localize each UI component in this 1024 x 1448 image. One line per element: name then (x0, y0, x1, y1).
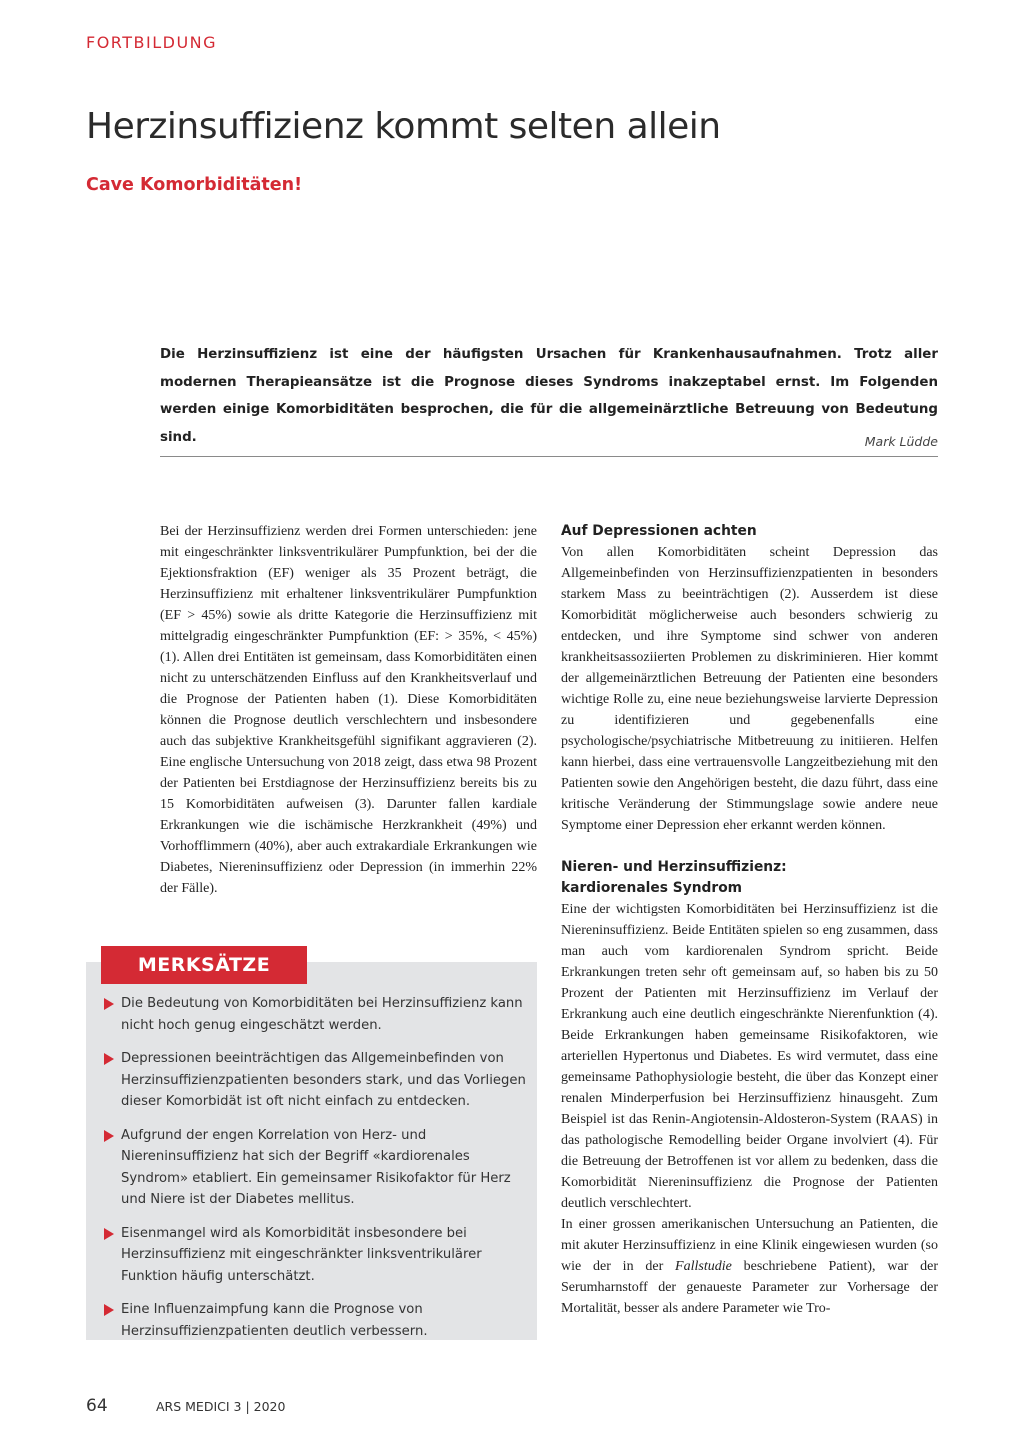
page-number: 64 (86, 1396, 108, 1416)
author-name: Mark Lüdde (864, 434, 938, 449)
section-heading-depression: Auf Depressionen achten (561, 523, 757, 539)
divider (160, 456, 938, 457)
bullet-triangle-icon (104, 1228, 114, 1240)
merksaetze-list (104, 993, 532, 1354)
list-item: Die Bedeutung von Komorbiditäten bei Herzinsuffizienz kann nicht hoch genug eingeschätzt werden. (104, 993, 532, 1036)
spacer (561, 836, 938, 857)
magazine-issue: ARS MEDICI 3 | 2020 (156, 1399, 286, 1414)
bullet-triangle-icon (104, 1130, 114, 1142)
intro-paragraph: Bei der Herzinsuffizienz werden drei Formen unterschieden: jene mit eingeschränkter linksventrikulärer Pumpfunktion, bei der die Ejektionsfraktion (EF) weniger als 35 Prozent beträgt, die Herzinsuffizienz mit erhaltener linksventrikulärer Pumpfunktion (EF > 45%) sowie als dritte Kategorie die Herzinsuffizienz mit mittelgradig eingeschränkter Pumpfunktion (EF: > 35%, < 45%) (1). Allen drei Entitäten ist gemeinsam, dass Komorbiditäten einen nicht zu unterschätzenden Einfluss auf den Krankheitsverlauf und die Prognose der Patienten haben (1). Diese Komorbiditäten können die Prognose deutlich verschlechtern und insbesondere auch das subjektive Krankheitsgefühl signifikant aggravieren (2). Eine englische Untersuchung von 2018 zeigt, dass etwa 98 Prozent der Patienten bei Erstdiagnose der Herzinsuffizienz bereits bis zu 15 Komorbiditäten aufweisen (3). Darunter fallen kardiale Erkrankungen wie die ischämische Herzkrankheit (49%) und Vorhofflimmern (40%), aber auch extrakardiale Erkrankungen wie Diabetes, Niereninsuffizienz oder Depression (in immerhin 22% der Fälle). (160, 524, 537, 896)
study-paragraph: In einer grossen amerikanischen Untersuchung an Patienten, die mit akuter Herzinsuffizienz in eine Klinik eingewiesen wurden (so wie der in der Fallstudie beschriebene Patient), war der Serumharnstoff der genaueste Parameter zur Vorhersage der Mortalität, besser als andere Parameter wie Tro- (561, 1217, 938, 1316)
depression-paragraph: Von allen Komorbiditäten scheint Depression das Allgemeinbefinden von Herzinsuffizienzpatienten in besonders starkem Mass zu beeinträchtigen (2). Ausserdem ist diese Komorbidität möglicherweise auch besonders schwierig zu entdecken, und ihre Symptome sind schwer von anderen krankheitsassoziierten Problemen zu diskriminieren. Hier kommt der allgemeinärztlichen Betreuung der Patienten eine besonders wichtige Rolle zu, eine neue beziehungsweise larvierte Depression zu identifizieren und gegebenenfalls eine psychologische/psychiatrische Mitbetreuung zu initiieren. Helfen kann hierbei, dass eine vertrauensvolle Langzeitbeziehung mit den Patienten sowie den Angehörigen besteht, die dazu führt, dass eine kritische Veränderung der Stimmungslage sowie andere neue Symptome einer Depression eher erkannt werden können. (561, 545, 938, 833)
merksaetze-heading: MERKSÄTZE (101, 946, 307, 984)
bullet-triangle-icon (104, 1304, 114, 1316)
merksaetze-box (86, 962, 537, 1340)
bullet-triangle-icon (104, 998, 114, 1010)
list-item: Eine Influenzaimpfung kann die Prognose von Herzinsuffizienzpatienten deutlich verbessern. (104, 1299, 532, 1342)
section-label: FORTBILDUNG (86, 33, 218, 52)
list-item: Aufgrund der engen Korrelation von Herz- und Niereninsuffizienz hat sich der Begriff «kardiorenales Syndrom» etabliert. Ein gemeinsamer Risikofaktor für Herz und Niere ist der Diabetes mellitus. (104, 1125, 532, 1211)
article-subtitle: Cave Komorbiditäten! (86, 175, 303, 195)
lead-paragraph: Die Herzinsuffizienz ist eine der häufigsten Ursachen für Krankenhausaufnahmen. Trotz aller modernen Therapieansätze ist die Prognose dieses Syndroms inakzeptabel ernst. Im Folgenden werden einige Komorbiditäten besprochen, die für die allgemeinärztliche Betreuung von Bedeutung sind. (160, 347, 938, 445)
body-column-left (160, 521, 537, 899)
list-item: Eisenmangel wird als Komorbidität insbesondere bei Herzinsuffizienz mit eingeschränkter linksventrikulärer Funktion häufig unterschätzt. (104, 1223, 532, 1288)
body-column-right (561, 521, 938, 1319)
list-item: Depressionen beeinträchtigen das Allgemeinbefinden von Herzinsuffizienzpatienten besonders stark, und das Vorliegen dieser Komorbidät ist oft nicht einfach zu entdecken. (104, 1048, 532, 1113)
kardiorenal-paragraph: Eine der wichtigsten Komorbiditäten bei Herzinsuffizienz ist die Niereninsuffizienz. Beide Entitäten spielen so eng zusammen, dass man auch vom kardiorenalen Syndrom spricht. Beide Erkrankungen treten sehr oft gemeinsam auf, so haben bis zu 50 Prozent der Patienten mit Herzinsuffizienz im Verlauf der Erkrankung auch eine deutlich eingeschränkte Nierenfunktion (4). Beide Erkrankungen haben gemeinsame Risikofaktoren, wie arteriellen Hypertonus und Diabetes. Es wird vermutet, dass eine gemeinsame Pathophysiologie besteht, die über das Konzept einer renalen Minderperfusion bei Herzinsuffizienz hinausgeht. Zum Beispiel ist das Renin-Angiotensin-Aldosteron-System (RAAS) in das pathologische Remodelling beider Organe involviert (4). Für die Betreuung der Betroffenen ist vor allem zu bedenken, dass die Komorbidität Niereninsuffizienz die Prognose der Patienten deutlich verschlechtert. (561, 902, 938, 1211)
article-title: Herzinsuffizienz kommt selten allein (86, 106, 721, 147)
section-heading-kardiorenal: Nieren- und Herzinsuffizienz: kardiorenales Syndrom (561, 859, 787, 896)
bullet-triangle-icon (104, 1053, 114, 1065)
